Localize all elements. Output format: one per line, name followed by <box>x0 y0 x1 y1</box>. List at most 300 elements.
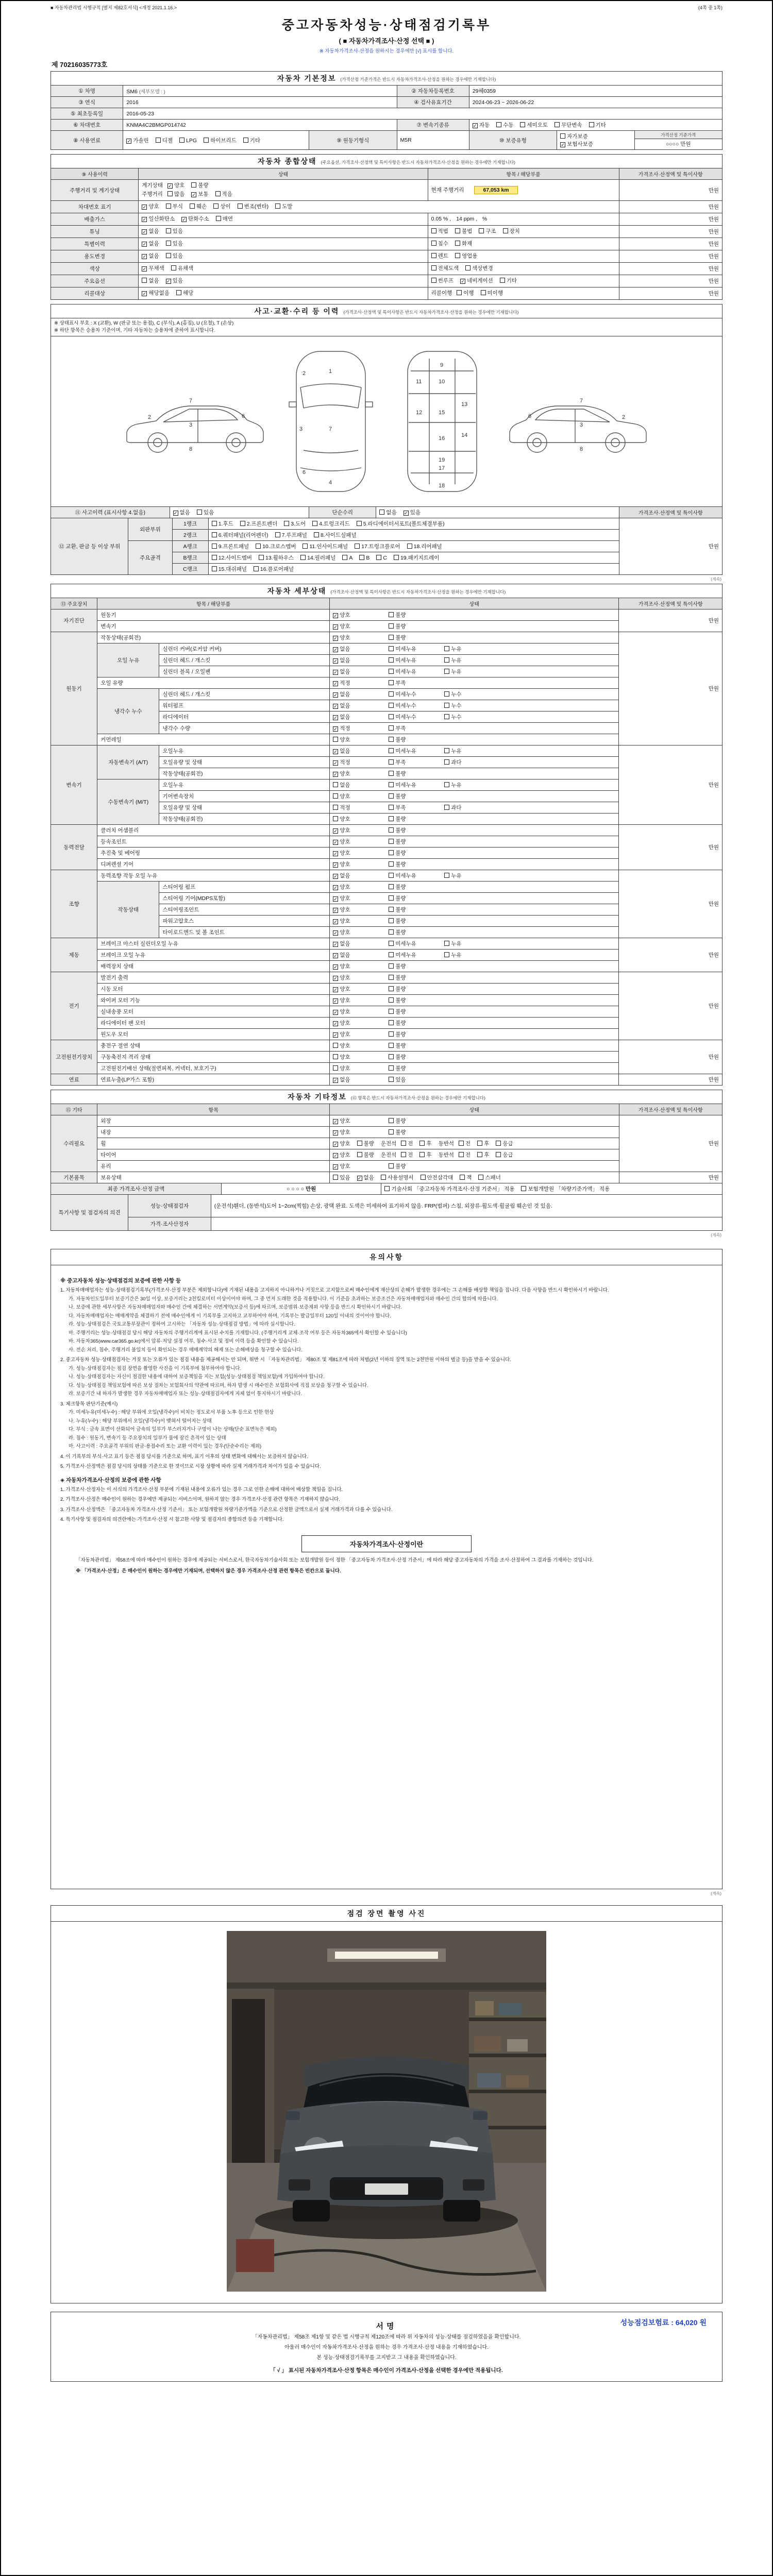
checkbox-unchecked[interactable]: 해당 <box>176 289 193 298</box>
checkbox-unchecked[interactable]: 불량 <box>389 792 444 800</box>
checkbox-unchecked[interactable]: 3.도어 <box>284 520 306 528</box>
checkbox-unchecked[interactable]: 양호 <box>333 792 389 800</box>
checkbox-icon <box>419 1152 425 1157</box>
checkbox-icon: ✓ <box>333 976 338 981</box>
svg-text:17: 17 <box>439 465 445 471</box>
checkbox-unchecked[interactable]: 19.패키지트레이 <box>394 554 439 562</box>
checkbox-unchecked[interactable]: 불량 <box>389 1042 444 1049</box>
checkbox-unchecked[interactable]: 미세누유 <box>389 656 444 664</box>
item-label: 오일 유량 <box>97 677 330 689</box>
checkbox-icon <box>419 1141 425 1146</box>
checkbox-checked[interactable]: ✓ 양호 <box>333 918 350 924</box>
checkbox-unchecked[interactable]: 후 <box>419 1140 431 1147</box>
checkbox-checked[interactable]: ✓ 없음 <box>357 1175 374 1181</box>
checkbox-unchecked[interactable]: 스패너 <box>478 1174 500 1181</box>
checkbox-unchecked[interactable]: 양호 <box>333 736 389 743</box>
checkbox-unchecked[interactable]: 미세누유 <box>389 951 444 959</box>
document-number: 제 70216035773호 <box>52 61 108 69</box>
checkbox-unchecked[interactable]: 미세누유 <box>389 872 444 879</box>
checkbox-unchecked[interactable]: 불량 <box>389 996 444 1004</box>
checkbox-unchecked[interactable]: 과다 <box>444 804 500 811</box>
checkbox-checked[interactable]: ✓ 양호 <box>142 204 159 210</box>
checkbox-checked[interactable]: ✓ 양호 <box>333 1141 350 1147</box>
item-label: 변속기 <box>97 621 330 632</box>
notice-sub: 라. 성능·상태점검은 국토교통부장관이 정하여 고시하는 「자동차 성능·상태점검 방법」에 따라 실시합니다. <box>69 1321 295 1327</box>
checkbox-unchecked[interactable]: 미세누수 <box>389 713 444 721</box>
checkbox-unchecked[interactable]: 유채색 <box>171 264 193 273</box>
state-options <box>330 870 619 882</box>
checkbox-checked[interactable]: ✓ 없음 <box>333 714 350 720</box>
notice-item: 1. 자동차매매업자는 성능·상태점검기록부(가격조사·산정 부분은 제외합니다)에 기재된 내용을 고지하지 아니하거나 거짓으로 고지함으로써 매수인에게 재산상의 손해가 발생한 경우에는 그 손해를 배상할 책임을 집니다. 다음 사항을 반드시 확인하시기 바랍니다. <box>60 1287 609 1293</box>
checkbox-checked[interactable]: ✓ 양호 <box>333 1152 350 1158</box>
state-options <box>330 802 619 814</box>
checkbox-icon <box>389 703 394 708</box>
checkbox-unchecked[interactable]: 도말 <box>275 202 292 211</box>
checkbox-unchecked[interactable]: 불량 <box>389 985 444 993</box>
notice-content <box>51 1265 722 1889</box>
checkbox-checked[interactable]: ✓ 양호 <box>333 929 350 936</box>
item-label: 실린더 헤드 / 개스킷 <box>159 689 330 700</box>
checkbox-unchecked[interactable]: 이행 <box>457 289 474 298</box>
checkbox-unchecked[interactable]: 렌트 <box>431 252 448 261</box>
checkbox-icon <box>444 714 449 719</box>
checkbox-unchecked[interactable]: LPG <box>179 138 197 144</box>
checkbox-icon <box>142 278 147 283</box>
checkbox-icon: ✓ <box>142 217 147 222</box>
checkbox-unchecked[interactable]: 불량 <box>389 1162 444 1170</box>
checkbox-checked[interactable]: ✓ 양호 <box>333 1020 350 1026</box>
checkbox-unchecked[interactable]: 불량 <box>357 1151 374 1159</box>
checkbox-unchecked[interactable]: 없음 <box>333 781 389 789</box>
checkbox-unchecked[interactable]: 부족 <box>389 758 444 766</box>
checkbox-unchecked[interactable]: 9.프론트패널 <box>212 543 249 550</box>
checkbox-unchecked[interactable]: 구조 <box>479 227 496 236</box>
checkbox-unchecked[interactable]: 8.사이드실패널 <box>314 531 357 539</box>
checkbox-unchecked[interactable]: 불량 <box>389 1030 444 1038</box>
checkbox-checked[interactable]: ✓ 없음 <box>142 228 159 234</box>
checkbox-unchecked[interactable]: 미세누유 <box>389 781 444 789</box>
checkbox-unchecked[interactable]: A <box>342 555 352 561</box>
checkbox-unchecked[interactable]: 응급 <box>496 1151 513 1159</box>
checkbox-unchecked[interactable]: 변조(변타) <box>238 202 269 211</box>
item-label: 파워고압호스 <box>159 916 330 927</box>
checkbox-unchecked[interactable]: 부족 <box>389 804 444 811</box>
checkbox-checked[interactable]: ✓ 양호 <box>333 963 350 970</box>
checkbox-unchecked[interactable]: 누수 <box>444 690 500 698</box>
overall-item-cell <box>428 275 619 287</box>
checkbox-icon <box>212 555 217 560</box>
checkbox-unchecked[interactable]: 불량 <box>389 736 444 743</box>
state-options <box>330 836 619 848</box>
item-label: 스티어링 기어(MDPS포함) <box>159 893 330 904</box>
item-label: 커먼레일 <box>97 734 330 745</box>
checkbox-checked[interactable]: ✓ 적정 <box>333 759 350 766</box>
checkbox-unchecked[interactable]: 미이행 <box>481 289 503 298</box>
checkbox-unchecked[interactable]: 불량 <box>389 838 444 845</box>
checkbox-unchecked[interactable]: 자가보증 <box>560 132 588 140</box>
checkbox-checked[interactable]: ✓ 양호 <box>333 771 350 777</box>
checkbox-icon <box>389 1031 394 1037</box>
checkbox-icon <box>431 228 436 233</box>
rank-label: A랭크 <box>172 541 208 552</box>
section-title-overall: 자동차 종합상태 (주요옵션, 가격조사·산정액 및 특이사항은 반드시 자동차가격조사·산정을 원하는 경우에만 기재합니다) <box>51 155 722 168</box>
checkbox-icon <box>215 191 221 196</box>
checkbox-unchecked[interactable]: 불량 <box>389 917 444 925</box>
checkbox-unchecked[interactable]: 상이 <box>213 202 230 211</box>
device-group-label: 동력전달 <box>51 825 97 870</box>
checkbox-unchecked[interactable]: 13.휠하우스 <box>259 554 294 562</box>
checkbox-checked[interactable]: ✓ 일산화탄소 <box>142 216 175 222</box>
checkbox-unchecked[interactable]: 전 <box>459 1140 470 1147</box>
checkbox-unchecked[interactable]: 후 <box>477 1151 489 1159</box>
checkbox-unchecked[interactable]: 없음 <box>379 509 396 516</box>
checkbox-unchecked[interactable]: 디젤 <box>156 137 173 144</box>
rank-label: 2랭크 <box>172 530 208 541</box>
checkbox-icon <box>355 544 360 549</box>
checkbox-icon: ✓ <box>182 217 186 222</box>
checkbox-unchecked[interactable]: 사용설명서 <box>381 1174 414 1181</box>
item-label: 작동상태(공회전) <box>97 632 330 643</box>
checkbox-checked[interactable]: ✓ 없음 <box>142 253 159 259</box>
checkbox-checked[interactable]: ✓ 양호 <box>333 884 350 890</box>
svg-text:2: 2 <box>303 370 306 377</box>
checkbox-unchecked[interactable]: 미세누유 <box>389 668 444 675</box>
checkbox-icon <box>389 748 394 753</box>
checkbox-unchecked[interactable]: 불량 <box>389 622 444 630</box>
checkbox-unchecked[interactable]: 불량 <box>389 928 444 936</box>
checkbox-checked[interactable]: ✓ 양호 <box>333 1031 350 1038</box>
checkbox-unchecked[interactable]: 많음 <box>167 190 184 199</box>
svg-text:7: 7 <box>580 398 583 404</box>
checkbox-icon <box>496 1152 501 1157</box>
detail-row <box>51 1074 722 1086</box>
checkbox-checked[interactable]: ✓ 양호 <box>333 635 350 641</box>
checkbox-checked[interactable]: ✓ 있음 <box>404 510 421 516</box>
checkbox-unchecked[interactable]: 응급 <box>496 1140 513 1147</box>
checkbox-checked[interactable]: ✓ 없음 <box>333 691 350 698</box>
checkbox-unchecked[interactable]: 매연 <box>216 215 233 224</box>
checkbox-icon <box>389 805 394 810</box>
checkbox-checked[interactable]: ✓ 보험사보증 <box>561 141 593 147</box>
checkbox-checked[interactable]: ✓ 가솔린 <box>127 137 149 144</box>
option-line <box>142 252 424 261</box>
checkbox-unchecked[interactable]: 누유 <box>444 951 500 959</box>
checkbox-unchecked[interactable]: 보험개발원 「차량기준가액」 적용 <box>521 1185 610 1193</box>
checkbox-unchecked[interactable]: 후 <box>419 1151 431 1159</box>
checkbox-unchecked[interactable]: 10.크로스멤버 <box>256 543 296 550</box>
notice-sub: 라. 침수 : 원동기, 변속기 등 주요장치의 일부가 물에 잠긴 흔적이 있는 상태 <box>69 1435 226 1441</box>
checkbox-unchecked[interactable]: 양호 <box>333 1042 389 1049</box>
checkbox-unchecked[interactable]: 잭 <box>460 1174 472 1181</box>
checkbox-unchecked[interactable]: 불량 <box>389 1128 444 1136</box>
checkbox-icon <box>431 265 436 270</box>
checkbox-unchecked[interactable]: 18.리어패널 <box>407 543 442 550</box>
checkbox-unchecked[interactable]: 장치 <box>503 227 520 236</box>
transmission-options <box>469 120 722 131</box>
checkbox-unchecked[interactable]: 있음 <box>389 1076 444 1083</box>
checkbox-checked[interactable]: ✓ 없음 <box>333 941 350 947</box>
checkbox-checked[interactable]: ✓ 양호 <box>333 1009 350 1015</box>
field-label: 동반석 <box>438 1152 454 1158</box>
checkbox-unchecked[interactable]: 불량 <box>357 1140 374 1147</box>
checkbox-icon <box>444 748 449 753</box>
checkbox-checked[interactable]: ✓ 없음 <box>333 952 350 958</box>
checkbox-checked[interactable]: ✓ 없음 <box>333 748 350 754</box>
checkbox-checked[interactable]: ✓ 적정 <box>333 680 350 686</box>
checkbox-icon: ✓ <box>333 760 338 766</box>
checkbox-unchecked[interactable]: 있음 <box>166 240 183 248</box>
checkbox-checked[interactable]: ✓ 무채색 <box>142 265 164 272</box>
checkbox-unchecked[interactable]: 영업용 <box>455 252 477 261</box>
checkbox-icon: ✓ <box>333 896 338 902</box>
overall-state-cell <box>139 180 428 201</box>
checkbox-checked[interactable]: ✓ 양호 <box>333 623 350 630</box>
state-options <box>330 677 619 689</box>
price-appraisal-definition-note: ※ 「가격조사·산정」은 매수인이 원하는 경우에만 기재되며, 선택하지 않은 경우 가격조사·산정 관련 항목은 빈칸으로 둡니다. <box>76 1568 341 1574</box>
checkbox-icon: ✓ <box>333 987 338 992</box>
notice-item: 2. 중고자동차 성능·상태점검자는 거짓 또는 오류가 있는 점검 내용을 제공해서는 안 되며, 위반 시 「자동차관리법」 제80조 및 제81조에 따라 처벌(2년 이하의 징역 또는 2천만원 이하의 벌금 등)을 받을 수 있습니다. <box>60 1357 511 1363</box>
checkbox-unchecked[interactable]: 누유 <box>444 747 500 755</box>
notice-sub: 나. 보증에 관한 세부사항은 자동차매매업자와 매수인 간에 체결하는 서면계약(보증서 등)에 따르며, 보증범위·보증제외 사항 등을 반드시 확인하시기 바랍니다. <box>69 1304 402 1310</box>
price-cell: 만원 <box>619 275 722 287</box>
checkbox-unchecked[interactable]: 전 <box>401 1151 413 1159</box>
checkbox-checked[interactable]: ✓ 없음 <box>173 510 190 516</box>
checkbox-icon <box>333 793 338 799</box>
checkbox-unchecked[interactable]: 양호 <box>333 815 389 823</box>
checkbox-unchecked[interactable]: 미세누수 <box>389 690 444 698</box>
checkbox-icon: ✓ <box>333 1010 338 1015</box>
item-label: 브레이크 마스터 실린더오일 누유 <box>97 938 330 950</box>
checkbox-checked[interactable]: ✓ 보통 <box>192 191 209 197</box>
checkbox-unchecked[interactable]: 불량 <box>389 860 444 868</box>
checkbox-checked[interactable]: ✓ 없음 <box>142 241 159 247</box>
checkbox-icon: ✓ <box>333 964 338 970</box>
checkbox-unchecked[interactable]: 화재 <box>455 240 472 248</box>
checkbox-unchecked[interactable]: 있음 <box>166 227 183 236</box>
state-options <box>330 689 619 700</box>
checkbox-checked[interactable]: ✓ 양호 <box>168 182 185 189</box>
checkbox-icon <box>333 782 338 787</box>
checkbox-unchecked[interactable]: 불량 <box>191 181 208 190</box>
checkbox-unchecked[interactable]: 7.루프패널 <box>275 531 307 539</box>
checkbox-unchecked[interactable]: 불량 <box>389 894 444 902</box>
checkbox-unchecked[interactable]: 적법 <box>431 227 448 236</box>
checkbox-unchecked[interactable]: 전체도색 <box>431 264 459 273</box>
checkbox-icon <box>444 691 449 697</box>
checkbox-unchecked[interactable]: 불량 <box>389 1019 444 1027</box>
checkbox-unchecked[interactable]: B <box>359 555 369 561</box>
checkbox-unchecked[interactable]: 누유 <box>444 645 500 653</box>
checkbox-unchecked[interactable]: 불량 <box>389 1117 444 1125</box>
form-reference: ■ 자동차관리법 시행규칙 [별지 제82호서식] <개정 2021.1.16.> <box>51 5 177 10</box>
checkbox-unchecked[interactable]: 양호 <box>333 1053 389 1061</box>
checkbox-unchecked[interactable]: 5.라디에이터서포트(볼트체결부품) <box>357 520 445 528</box>
checkbox-checked[interactable]: ✓ 없음 <box>333 669 350 675</box>
checkbox-icon <box>478 1175 483 1180</box>
checkbox-unchecked[interactable]: 누유 <box>444 656 500 664</box>
checkbox-unchecked[interactable]: 누유 <box>444 781 500 789</box>
checkbox-checked[interactable]: ✓ 양호 <box>333 612 350 618</box>
checkbox-unchecked[interactable]: 미세누유 <box>389 747 444 755</box>
checkbox-checked[interactable]: ✓ 없음 <box>333 873 350 879</box>
car-diagram-side-right <box>505 378 659 465</box>
car-diagram-underbody-frame <box>393 344 491 499</box>
checkbox-checked[interactable]: ✓ 자동 <box>473 122 490 128</box>
rank-label: 1랭크 <box>172 518 208 530</box>
checkbox-unchecked[interactable]: 부족 <box>389 724 444 732</box>
checkbox-checked[interactable]: ✓ 없음 <box>333 657 350 664</box>
notice-item: 5. 가격조사·산정액은 점검 당시의 상태를 기준으로 한 것이므로 시장 상황에 따라 실제 거래가격과 차이가 있을 수 있습니다. <box>60 1464 321 1469</box>
state-options <box>330 1074 619 1086</box>
checkbox-unchecked[interactable]: 1.후드 <box>212 520 233 528</box>
checkbox-checked[interactable]: ✓ 없음 <box>333 703 350 709</box>
checkbox-checked[interactable]: ✓ 양호 <box>333 839 350 845</box>
checkbox-unchecked[interactable]: 누유 <box>444 668 500 675</box>
item-label: 스티어링 펌프 <box>159 882 330 893</box>
checkbox-unchecked[interactable]: C <box>376 555 387 561</box>
state-options <box>330 814 619 825</box>
item-label: 워터펌프 <box>159 700 330 711</box>
checkbox-checked[interactable]: ✓ 없음 <box>333 646 350 652</box>
checkbox-unchecked[interactable]: 불량 <box>389 634 444 641</box>
checkbox-icon <box>444 646 449 651</box>
appraiser-opinion <box>211 1217 722 1231</box>
checkbox-checked[interactable]: ✓ 없음 <box>333 1077 350 1083</box>
checkbox-unchecked[interactable]: 누수 <box>444 713 500 721</box>
continued-marker: (계속) <box>711 1233 721 1238</box>
checkbox-unchecked[interactable]: 적음 <box>215 190 232 199</box>
checkbox-unchecked[interactable]: 기술사회 「중고자동차 가격조사·산정 기준서」 적용 <box>384 1185 514 1193</box>
checkbox-unchecked[interactable]: 부식 <box>166 202 183 211</box>
field-label: 운전석 <box>380 1141 397 1147</box>
checkbox-unchecked[interactable]: 불량 <box>389 770 444 777</box>
checkbox-unchecked[interactable]: 부족 <box>389 679 444 687</box>
overall-row-label: 튜닝 <box>51 226 139 238</box>
state-options <box>330 825 619 836</box>
checkbox-icon <box>401 1141 406 1146</box>
checkbox-unchecked[interactable]: 없음 <box>142 277 159 285</box>
checkbox-checked[interactable]: ✓ 양호 <box>333 861 350 868</box>
checkbox-unchecked[interactable]: 훼손 <box>190 202 207 211</box>
checkbox-unchecked[interactable]: 기타 <box>243 137 260 144</box>
checkbox-icon: ✓ <box>333 636 338 641</box>
checkbox-unchecked[interactable]: 누유 <box>444 872 500 879</box>
checkbox-icon: ✓ <box>333 953 338 958</box>
checkbox-unchecked[interactable]: 세미오토 <box>520 121 548 129</box>
checkbox-unchecked[interactable]: 무단변속 <box>554 121 582 129</box>
checkbox-checked[interactable]: ✓ 양호 <box>333 997 350 1004</box>
checkbox-unchecked[interactable]: 수동 <box>496 121 513 129</box>
checkbox-unchecked[interactable]: 있음 <box>197 509 214 516</box>
checkbox-unchecked[interactable]: 16.플로어패널 <box>254 565 294 573</box>
checkbox-unchecked[interactable]: 불량 <box>389 826 444 834</box>
overall-row <box>51 263 722 275</box>
detail-row <box>51 1172 722 1183</box>
checkbox-unchecked[interactable]: 17.트렁크플로어 <box>355 543 400 550</box>
checkbox-unchecked[interactable]: 불량 <box>389 849 444 857</box>
checkbox-unchecked[interactable]: 11.인사이드패널 <box>303 543 348 550</box>
checkbox-unchecked[interactable]: 불량 <box>389 1064 444 1072</box>
checkbox-checked[interactable]: ✓ 양호 <box>333 986 350 992</box>
checkbox-icon <box>389 1163 394 1168</box>
checkbox-unchecked[interactable]: 불량 <box>389 906 444 913</box>
checkbox-unchecked[interactable]: 불량 <box>389 611 444 619</box>
checkbox-unchecked[interactable]: 미세누유 <box>389 645 444 653</box>
checkbox-icon <box>333 805 338 810</box>
checkbox-unchecked[interactable]: 불량 <box>389 1008 444 1015</box>
svg-text:12: 12 <box>416 410 423 416</box>
svg-text:16: 16 <box>439 435 445 442</box>
checkbox-checked[interactable]: ✓ 탄화수소 <box>182 216 209 222</box>
checkbox-checked[interactable]: ✓ 적정 <box>333 725 350 732</box>
checkbox-unchecked[interactable]: 썬루프 <box>431 277 453 285</box>
checkbox-unchecked[interactable]: 불법 <box>455 227 472 236</box>
item-label: 냉각수 수량 <box>159 723 330 734</box>
overall-row-label: 특별이력 <box>51 238 139 250</box>
checkbox-unchecked[interactable]: 2.프론트펜더 <box>240 520 277 528</box>
checkbox-unchecked[interactable]: 14.필러패널 <box>300 554 335 562</box>
checkbox-unchecked[interactable]: 15.대쉬패널 <box>212 565 247 573</box>
checkbox-icon <box>479 228 484 233</box>
checkbox-unchecked[interactable]: 불량 <box>389 974 444 981</box>
checkbox-unchecked[interactable]: 불량 <box>389 962 444 970</box>
checkbox-checked[interactable]: ✓ 해당없음 <box>142 290 170 296</box>
checkbox-unchecked[interactable]: 있음 <box>333 1174 350 1181</box>
checkbox-unchecked[interactable]: 불량 <box>389 883 444 891</box>
checkbox-unchecked[interactable]: 전 <box>401 1140 413 1147</box>
price-cell: 만원 <box>619 632 722 745</box>
checkbox-checked[interactable]: ✓ 양호 <box>333 907 350 913</box>
checkbox-checked[interactable]: ✓ 양호 <box>333 1163 350 1170</box>
checkbox-unchecked[interactable]: 기타 <box>589 121 606 129</box>
state-options <box>330 927 619 938</box>
checkbox-unchecked[interactable]: 불량 <box>389 815 444 823</box>
checkbox-unchecked[interactable]: 양호 <box>333 1064 389 1072</box>
checkbox-checked[interactable]: ✓ 네비게이션 <box>461 278 493 284</box>
checkbox-unchecked[interactable]: 색상변경 <box>465 264 493 273</box>
checkbox-checked[interactable]: ✓ 양호 <box>333 895 350 902</box>
checkbox-checked[interactable]: ✓ 있음 <box>166 278 183 284</box>
checkbox-icon: ✓ <box>333 862 338 868</box>
checkbox-unchecked[interactable]: 4.트렁크리드 <box>312 520 349 528</box>
checkbox-unchecked[interactable]: 전 <box>459 1151 470 1159</box>
first-registration-label: ⑤ 최초등록일 <box>51 108 123 120</box>
checkbox-unchecked[interactable]: 후 <box>477 1140 489 1147</box>
checkbox-unchecked[interactable]: 안전삼각대 <box>421 1174 453 1181</box>
checkbox-checked[interactable]: ✓ 양호 <box>333 975 350 981</box>
checkbox-unchecked[interactable]: 누유 <box>444 940 500 947</box>
checkbox-unchecked[interactable]: 12.사이드멤버 <box>212 554 252 562</box>
checkbox-unchecked[interactable]: 과다 <box>444 758 500 766</box>
checkbox-checked[interactable]: ✓ 양호 <box>333 827 350 834</box>
checkbox-unchecked[interactable]: 누수 <box>444 702 500 709</box>
checkbox-unchecked[interactable]: 불량 <box>389 1053 444 1061</box>
checkbox-unchecked[interactable]: 6.쿼터패널(리어펜더) <box>212 531 268 539</box>
checkbox-unchecked[interactable]: 적정 <box>333 804 389 811</box>
checkbox-unchecked[interactable]: 있음 <box>166 252 183 261</box>
checkbox-unchecked[interactable]: 미세누수 <box>389 702 444 709</box>
checkbox-checked[interactable]: ✓ 양호 <box>333 850 350 856</box>
checkbox-icon <box>216 216 221 221</box>
checkbox-unchecked[interactable]: 침수 <box>431 240 448 248</box>
checkbox-unchecked[interactable]: 기타 <box>500 277 517 285</box>
checkbox-unchecked[interactable]: 하이브리드 <box>204 137 237 144</box>
first-registration-date: 2016-05-23 <box>123 108 722 120</box>
checkbox-unchecked[interactable]: 미세누유 <box>389 940 444 947</box>
checkbox-checked[interactable]: ✓ 양호 <box>333 1118 350 1124</box>
state-options <box>330 1161 619 1172</box>
checkbox-checked[interactable]: ✓ 양호 <box>333 1129 350 1136</box>
